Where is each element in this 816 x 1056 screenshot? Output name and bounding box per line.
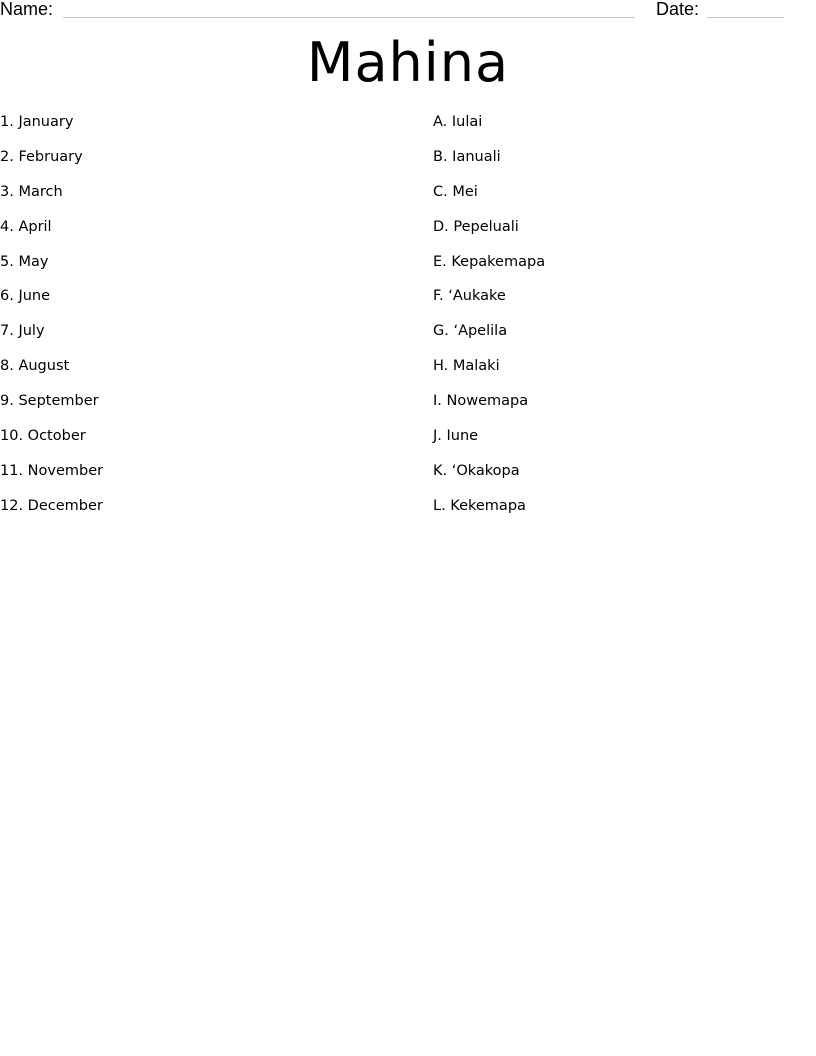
answer-item: K. ‘Okakopa [433, 462, 520, 479]
answer-item: C. Mei [433, 183, 478, 200]
answer-item: B. Ianuali [433, 148, 501, 165]
answer-item: J. Iune [433, 428, 479, 445]
answer-item: A. Iulai [433, 114, 483, 130]
term-item: 12. December [0, 497, 103, 514]
term-item: 11. November [0, 462, 104, 479]
term-item: 4. April [0, 218, 52, 235]
date-blank-line[interactable] [707, 17, 784, 18]
answer-item: I. Nowemapa [433, 393, 529, 410]
term-item: 10. October [0, 428, 86, 445]
term-item: 8. August [0, 358, 70, 375]
terms-list [0, 112, 400, 531]
answer-item: D. Pepeluali [433, 218, 519, 235]
term-item: 5. May [0, 253, 49, 270]
term-item: 1. January [0, 114, 74, 130]
term-item: 9. September [0, 393, 99, 410]
term-item: 6. June [0, 288, 51, 305]
term-item: 7. July [0, 323, 45, 340]
term-item: 3. March [0, 183, 63, 200]
answer-item: G. ‘Apelila [433, 323, 508, 340]
name-blank-line[interactable] [63, 17, 635, 18]
answer-item: L. Kekemapa [433, 497, 526, 514]
name-label: Name: [0, 0, 54, 19]
worksheet-header [0, 0, 816, 24]
answer-item: E. Kepakemapa [433, 253, 546, 270]
answer-item: F. ‘Aukake [433, 288, 506, 305]
answers-list [433, 112, 793, 531]
date-label: Date: [656, 0, 700, 19]
term-item: 2. February [0, 148, 83, 165]
answer-item: H. Malaki [433, 358, 500, 375]
worksheet-title: Mahina [306, 31, 510, 94]
